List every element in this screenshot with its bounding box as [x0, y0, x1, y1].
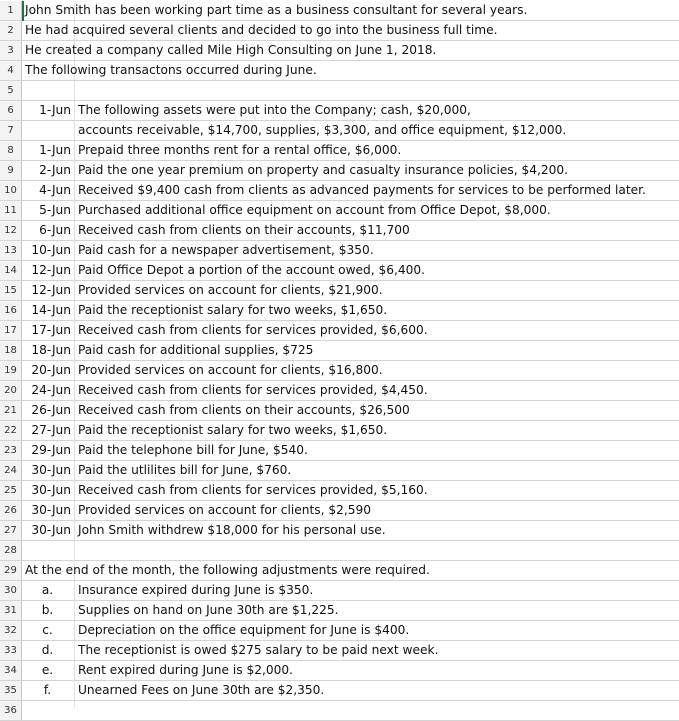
cell-column-b[interactable]: Received cash from clients for services provided, $5,160. [78, 483, 428, 497]
table-row [0, 161, 679, 181]
cell-column-b[interactable]: Received cash from clients on their accounts, $26,500 [78, 403, 410, 417]
cell-column-a[interactable]: a. [41, 583, 54, 597]
cell-column-a[interactable]: 6-Jun [39, 223, 71, 237]
row-header[interactable]: 29 [0, 561, 22, 580]
row-header[interactable]: 30 [0, 581, 22, 600]
cell-column-a[interactable]: 24-Jun [31, 383, 71, 397]
row-header[interactable]: 33 [0, 641, 22, 660]
cell-column-a[interactable]: 30-Jun [31, 523, 71, 537]
cell-column-a[interactable]: 18-Jun [31, 343, 71, 357]
cell-column-a[interactable]: 4-Jun [39, 183, 71, 197]
cell-column-a[interactable]: He had acquired several clients and decided to go into the business full time. [25, 23, 498, 37]
table-row [0, 601, 679, 621]
cell-column-b[interactable]: Paid the receptionist salary for two weeks, $1,650. [78, 303, 388, 317]
row-header[interactable]: 27 [0, 521, 22, 540]
row-header[interactable]: 19 [0, 361, 22, 380]
cell-column-b[interactable]: Unearned Fees on June 30th are $2,350. [78, 683, 325, 697]
row-header[interactable]: 6 [0, 101, 22, 120]
cell-column-b[interactable]: Purchased additional office equipment on account from Office Depot, $8,000. [78, 203, 551, 217]
row-header[interactable]: 9 [0, 161, 22, 180]
table-row [0, 201, 679, 221]
table-row [0, 481, 679, 501]
row-header[interactable]: 4 [0, 61, 22, 80]
cell-column-b[interactable]: Insurance expired during June is $350. [78, 583, 314, 597]
cell-column-a[interactable]: 2-Jun [39, 163, 71, 177]
table-row [0, 401, 679, 421]
cell-column-b[interactable]: Prepaid three months rent for a rental office, $6,000. [78, 143, 402, 157]
cell-column-b[interactable]: Paid Office Depot a portion of the account owed, $6,400. [78, 263, 426, 277]
row-header[interactable]: 22 [0, 421, 22, 440]
row-header[interactable]: 2 [0, 21, 22, 40]
table-row [0, 61, 679, 81]
row-header[interactable]: 14 [0, 261, 22, 280]
cell-column-b[interactable]: Rent expired during June is $2,000. [78, 663, 294, 677]
table-row [0, 621, 679, 641]
row-header[interactable]: 25 [0, 481, 22, 500]
cell-column-b[interactable]: Paid the receptionist salary for two weeks, $1,650. [78, 423, 388, 437]
row-header[interactable]: 11 [0, 201, 22, 220]
cell-column-b[interactable]: Received cash from clients for services provided, $6,600. [78, 323, 428, 337]
cell-column-a[interactable]: f. [43, 683, 52, 697]
cell-column-b[interactable]: John Smith withdrew $18,000 for his personal use. [78, 523, 386, 537]
cell-column-a[interactable]: 20-Jun [31, 363, 71, 377]
cell-column-b[interactable]: Received $9,400 cash from clients as advanced payments for services to be performed later. [78, 183, 646, 197]
table-row [0, 361, 679, 381]
table-row [0, 21, 679, 41]
cell-column-a[interactable]: John Smith has been working part time as a business consultant for several years. [25, 3, 528, 17]
cell-column-a[interactable]: 30-Jun [31, 463, 71, 477]
cell-column-b[interactable]: Paid cash for a newspaper advertisement, $350. [78, 243, 374, 257]
table-row [0, 581, 679, 601]
row-header[interactable]: 34 [0, 661, 22, 680]
table-row [0, 121, 679, 141]
table-row [0, 241, 679, 261]
table-row [0, 641, 679, 661]
row-header[interactable]: 28 [0, 541, 22, 560]
cell-column-b[interactable]: Received cash from clients for services provided, $4,450. [78, 383, 428, 397]
table-row [0, 561, 679, 581]
row-header[interactable]: 35 [0, 681, 22, 700]
table-row [0, 101, 679, 121]
row-header[interactable]: 10 [0, 181, 22, 200]
cell-column-a[interactable]: At the end of the month, the following adjustments were required. [25, 563, 430, 577]
cell-column-a[interactable]: d. [41, 643, 54, 657]
cell-column-a[interactable]: c. [42, 623, 53, 637]
row-header[interactable]: 20 [0, 381, 22, 400]
table-row [0, 381, 679, 401]
cell-column-b[interactable]: Paid the one year premium on property and casualty insurance policies, $4,200. [78, 163, 568, 177]
cell-column-b[interactable]: Paid the utlilites bill for June, $760. [78, 463, 292, 477]
cell-column-b[interactable]: accounts receivable, $14,700, supplies, $3,300, and office equipment, $12,000. [78, 123, 567, 137]
cell-column-a[interactable]: The following transactons occurred during June. [25, 63, 317, 77]
cell-column-a[interactable]: 12-Jun [31, 263, 71, 277]
table-row [0, 441, 679, 461]
cell-column-b[interactable]: The receptionist is owed $275 salary to be paid next week. [78, 643, 439, 657]
cell-column-a[interactable]: 29-Jun [31, 443, 71, 457]
cell-column-a[interactable]: 14-Jun [31, 303, 71, 317]
row-header[interactable]: 8 [0, 141, 22, 160]
table-row [0, 341, 679, 361]
table-row [0, 661, 679, 681]
cell-column-a[interactable]: 5-Jun [39, 203, 71, 217]
cell-column-b[interactable]: Supplies on hand on June 30th are $1,225. [78, 603, 339, 617]
table-row [0, 501, 679, 521]
cell-column-a[interactable]: 1-Jun [39, 143, 71, 157]
cell-column-b[interactable]: Provided services on account for clients, $21,900. [78, 283, 383, 297]
cell-column-b[interactable]: Depreciation on the office equipment for June is $400. [78, 623, 410, 637]
cell-column-b[interactable]: Paid the telephone bill for June, $540. [78, 443, 308, 457]
row-header[interactable]: 3 [0, 41, 22, 60]
cell-column-b[interactable]: The following assets were put into the Company; cash, $20,000, [78, 103, 471, 117]
row-header[interactable]: 18 [0, 341, 22, 360]
row-header[interactable]: 15 [0, 281, 22, 300]
cell-column-b[interactable]: Provided services on account for clients, $2,590 [78, 503, 371, 517]
row-header[interactable]: 13 [0, 241, 22, 260]
table-row [0, 681, 679, 701]
row-header[interactable]: 5 [0, 81, 22, 100]
row-header[interactable]: 16 [0, 301, 22, 320]
cell-column-b[interactable]: Received cash from clients on their accounts, $11,700 [78, 223, 410, 237]
cell-column-a[interactable]: 1-Jun [39, 103, 71, 117]
table-row [0, 301, 679, 321]
table-row [0, 221, 679, 241]
cell-column-a[interactable]: He created a company called Mile High Consulting on June 1, 2018. [25, 43, 437, 57]
cell-column-a[interactable]: 30-Jun [31, 503, 71, 517]
cell-column-a[interactable]: 27-Jun [31, 423, 71, 437]
table-row [0, 81, 679, 101]
row-header[interactable]: 32 [0, 621, 22, 640]
table-row [0, 321, 679, 341]
cell-column-b[interactable]: Provided services on account for clients, $16,800. [78, 363, 383, 377]
row-header[interactable]: 24 [0, 461, 22, 480]
table-row [0, 1, 679, 21]
row-header[interactable]: 36 [0, 701, 22, 720]
table-row [0, 421, 679, 441]
table-row [0, 521, 679, 541]
cell-column-a[interactable] [22, 121, 71, 140]
cell-column-a[interactable]: b. [41, 603, 54, 617]
cell-column-b[interactable]: Paid cash for additional supplies, $725 [78, 343, 314, 357]
cell-column-a[interactable]: 26-Jun [31, 403, 71, 417]
cell-column-a[interactable]: 17-Jun [31, 323, 71, 337]
row-header[interactable]: 31 [0, 601, 22, 620]
row-header[interactable]: 21 [0, 401, 22, 420]
cell-column-a[interactable]: e. [41, 663, 54, 677]
table-row [0, 141, 679, 161]
table-row [0, 701, 679, 721]
cell-column-a[interactable]: 10-Jun [31, 243, 71, 257]
table-row [0, 181, 679, 201]
row-header[interactable]: 26 [0, 501, 22, 520]
table-row [0, 461, 679, 481]
table-row [0, 281, 679, 301]
row-header[interactable]: 17 [0, 321, 22, 340]
row-header[interactable]: 7 [0, 121, 22, 140]
row-header[interactable]: 1 [0, 1, 22, 20]
cell-column-a[interactable]: 30-Jun [31, 483, 71, 497]
table-row [0, 541, 679, 561]
table-row [0, 261, 679, 281]
cell-column-a[interactable]: 12-Jun [31, 283, 71, 297]
row-header[interactable]: 23 [0, 441, 22, 460]
active-cell-indicator [22, 1, 24, 21]
row-header[interactable]: 12 [0, 221, 22, 240]
table-row [0, 41, 679, 61]
